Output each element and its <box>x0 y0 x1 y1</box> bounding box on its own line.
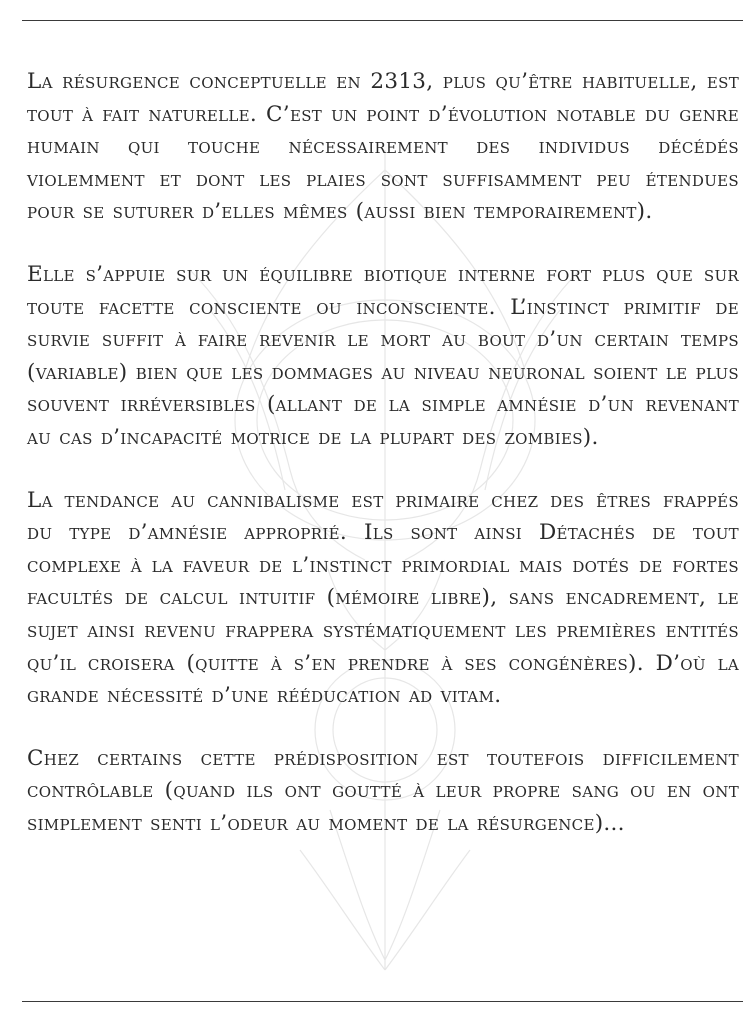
paragraph-2: Elle s’appuie sur un équilibre biotique interne fort plus que sur toute facette consciente ou inconsciente. L’instinct primitif de survie suffit à faire revenir le mort au bout d’un certain temps (variable) bien que les dommages au niveau neuronal soient le plus souvent irréversibles (allant de la simple amnésie d’un revenant au cas d’incapacité motrice de la plupart des zombies). <box>27 261 739 450</box>
paragraph-3: La tendance au cannibalisme est primaire chez des êtres frappés du type d’amnésie approprié. Ils sont ainsi Détachés de tout complexe à la faveur de l’instinct primordial mais dotés de fortes facultés de calcul intuitif (mémoire libre), sans encadrement, le sujet ainsi revenu frappera systématiquement les premières entités qu’il croisera (quitte à s’en prendre à ses congénères). D’où la grande nécessité d’une rééducation ad vitam. <box>27 487 739 709</box>
top-rule <box>22 20 743 21</box>
bottom-rule <box>22 1001 743 1002</box>
paragraph-4: Chez certains cette prédisposition est toutefois difficilement contrôlable (quand ils ont goutté à leur propre sang ou en ont simplement senti l’odeur au moment de la résurgence)... <box>27 745 739 836</box>
paragraph-1: La résurgence conceptuelle en 2313, plus qu’être habituelle, est tout à fait naturelle. C’est un point d’évolution notable du genre humain qui touche nécessairement des individus décédés violemment et dont les plaies sont suffisamment peu étendues pour se suturer d’elles mêmes (aussi bien temporairement). <box>27 69 739 225</box>
body-text <box>27 66 739 870</box>
